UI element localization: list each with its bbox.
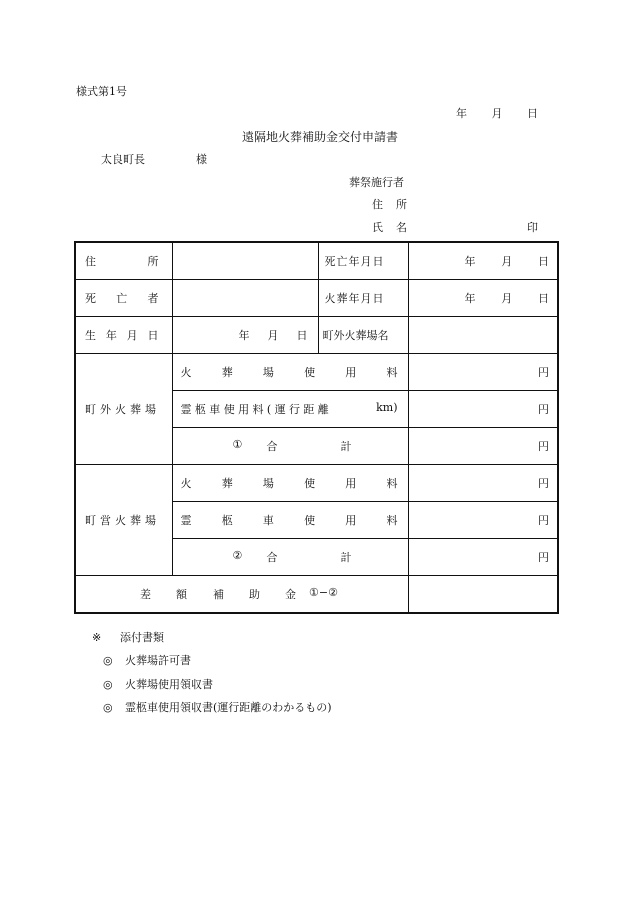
year-label: 年 (464, 292, 476, 305)
name-char: 名 (396, 221, 407, 234)
difference-char: 補 (213, 588, 224, 601)
address-label-cell (75, 242, 172, 280)
yen-unit: 円 (538, 514, 549, 527)
fee-char: 火 (180, 477, 192, 490)
year-label: 年 (238, 329, 250, 342)
town-crematorium-fee-value-cell[interactable] (408, 465, 558, 502)
attachments-heading (92, 632, 164, 643)
subtotal1-char: 計 (340, 440, 352, 453)
fee-char: 火 (180, 366, 192, 379)
hearse-char: 用 (345, 514, 357, 527)
difference-char: 差 (140, 588, 151, 601)
year-label: 年 (464, 255, 476, 268)
subtotal2-char: 計 (340, 551, 352, 564)
deceased-char: 死 (85, 292, 96, 305)
attachment-text: 火葬場許可書 (125, 654, 191, 667)
outside-crematorium-fee-value-cell[interactable] (408, 354, 558, 391)
outside-crematorium-name-label: 町外火葬場名 (322, 329, 389, 342)
town-hearse-fee-value-cell[interactable] (408, 502, 558, 539)
hearse-char: 霊 (180, 514, 192, 527)
subtotal1-value-cell[interactable] (408, 428, 558, 465)
fee-char: 葬 (221, 477, 233, 490)
death-date-label-cell (318, 242, 408, 280)
honorific: 様 (196, 153, 207, 166)
outside-crematorium-fee-label-cell (172, 354, 408, 391)
birth-char: 年 (105, 329, 117, 342)
subtotal2-label-cell (172, 539, 408, 576)
birth-char: 生 (85, 329, 96, 342)
list-item (103, 702, 332, 713)
applicant-name-label (372, 222, 407, 233)
cremation-date-fields (417, 290, 550, 306)
outside-crematorium-label: 町外火葬場 (85, 403, 160, 416)
birth-label-cell (75, 317, 172, 354)
fee-char: 料 (386, 477, 398, 490)
difference-char: 金 (285, 588, 296, 601)
table-row (75, 280, 558, 317)
town-crematorium-label: 町営火葬場 (85, 514, 160, 527)
fee-char: 場 (262, 477, 274, 490)
month-label: 月 (501, 255, 513, 268)
cremation-date-label: 火葬年月日 (324, 292, 385, 305)
hearse-char: 料 (386, 514, 398, 527)
fee-char: 使 (304, 477, 316, 490)
date-month-label: 月 (491, 107, 503, 120)
list-item (103, 655, 191, 666)
death-date-label: 死亡年月日 (324, 255, 385, 268)
attachment-text: 火葬場使用領収書 (125, 678, 213, 691)
address-value-cell[interactable] (172, 242, 318, 280)
deceased-value-cell[interactable] (172, 280, 318, 317)
cremation-date-label-cell (318, 280, 408, 317)
fee-char: 使 (304, 366, 316, 379)
subtotal2-char: 合 (266, 551, 278, 564)
cremation-date-value-cell[interactable] (408, 280, 558, 317)
birth-char: 月 (126, 329, 138, 342)
difference-label-cell (75, 576, 408, 614)
difference-value-cell[interactable] (408, 576, 558, 614)
day-label: 日 (538, 255, 549, 268)
month-label: 月 (267, 329, 279, 342)
deceased-label-cell (75, 280, 172, 317)
applicant-label: 葬祭施行者 (349, 176, 404, 189)
outside-crematorium-label-cell (75, 354, 172, 465)
outside-hearse-fee-value-cell[interactable] (408, 391, 558, 428)
subtotal2-value-cell[interactable] (408, 539, 558, 576)
birth-date-fields (181, 327, 310, 343)
table-row (75, 465, 558, 502)
attachment-text: 霊柩車使用領収書(運行距離のわかるもの) (125, 701, 332, 714)
fee-char: 料 (386, 366, 398, 379)
yen-unit: 円 (538, 440, 549, 453)
address-char: 所 (147, 255, 159, 268)
bullet-icon: ◎ (103, 654, 113, 667)
applicant-address-label (372, 199, 407, 210)
town-hearse-fee-label-cell (172, 502, 408, 539)
application-date (456, 108, 538, 119)
birth-char: 日 (147, 329, 159, 342)
fee-char: 葬 (221, 366, 233, 379)
bullet-icon: ◎ (103, 701, 113, 714)
bullet-icon: ◎ (103, 678, 113, 691)
table-row (75, 354, 558, 391)
deceased-char: 者 (147, 292, 159, 305)
outside-hearse-fee-label-cell (172, 391, 408, 428)
date-day-label: 日 (527, 107, 538, 120)
yen-unit: 円 (538, 551, 549, 564)
km-unit: km) (376, 401, 398, 414)
death-date-fields (417, 253, 550, 269)
day-label: 日 (296, 329, 308, 342)
day-label: 日 (538, 292, 549, 305)
form-number: 様式第1号 (76, 85, 127, 98)
month-label: 月 (501, 292, 513, 305)
date-year-label: 年 (456, 107, 467, 120)
seal-mark: 印 (527, 221, 538, 234)
fee-char: 場 (262, 366, 274, 379)
table-row (75, 317, 558, 354)
list-item (103, 679, 213, 690)
address-char: 住 (85, 255, 96, 268)
yen-unit: 円 (538, 366, 549, 379)
death-date-value-cell[interactable] (408, 242, 558, 280)
difference-formula: ①−② (309, 586, 338, 599)
yen-unit: 円 (538, 403, 549, 416)
document-title: 遠隔地火葬補助金交付申請書 (241, 130, 398, 144)
subtotal2-mark: ② (232, 549, 243, 562)
application-form-table (74, 241, 559, 614)
hearse-char: 車 (262, 514, 274, 527)
fee-char: 用 (345, 477, 357, 490)
subtotal1-label-cell (172, 428, 408, 465)
subtotal1-mark: ① (232, 438, 243, 451)
deceased-char: 亡 (116, 292, 128, 305)
hearse-fee-label: 霊柩車使用料(運行距離 (180, 403, 333, 416)
town-crematorium-label-cell (75, 465, 172, 576)
difference-char: 助 (249, 588, 260, 601)
town-crematorium-fee-label-cell (172, 465, 408, 502)
hearse-char: 柩 (221, 514, 233, 527)
hearse-char: 使 (304, 514, 316, 527)
birth-value-cell[interactable] (172, 317, 318, 354)
name-char: 氏 (372, 221, 383, 234)
yen-unit: 円 (538, 477, 549, 490)
address-char: 住 (372, 198, 383, 211)
fee-char: 用 (345, 366, 357, 379)
difference-char: 額 (176, 588, 187, 601)
outside-crematorium-name-label-cell (318, 317, 408, 354)
table-row (75, 576, 558, 614)
outside-crematorium-name-value-cell[interactable] (408, 317, 558, 354)
addressee: 太良町長 (101, 153, 145, 166)
address-char: 所 (396, 198, 407, 211)
attachments-heading-text: 添付書類 (120, 631, 164, 644)
table-row (75, 242, 558, 280)
note-mark-icon: ※ (92, 631, 102, 644)
subtotal1-char: 合 (266, 440, 278, 453)
